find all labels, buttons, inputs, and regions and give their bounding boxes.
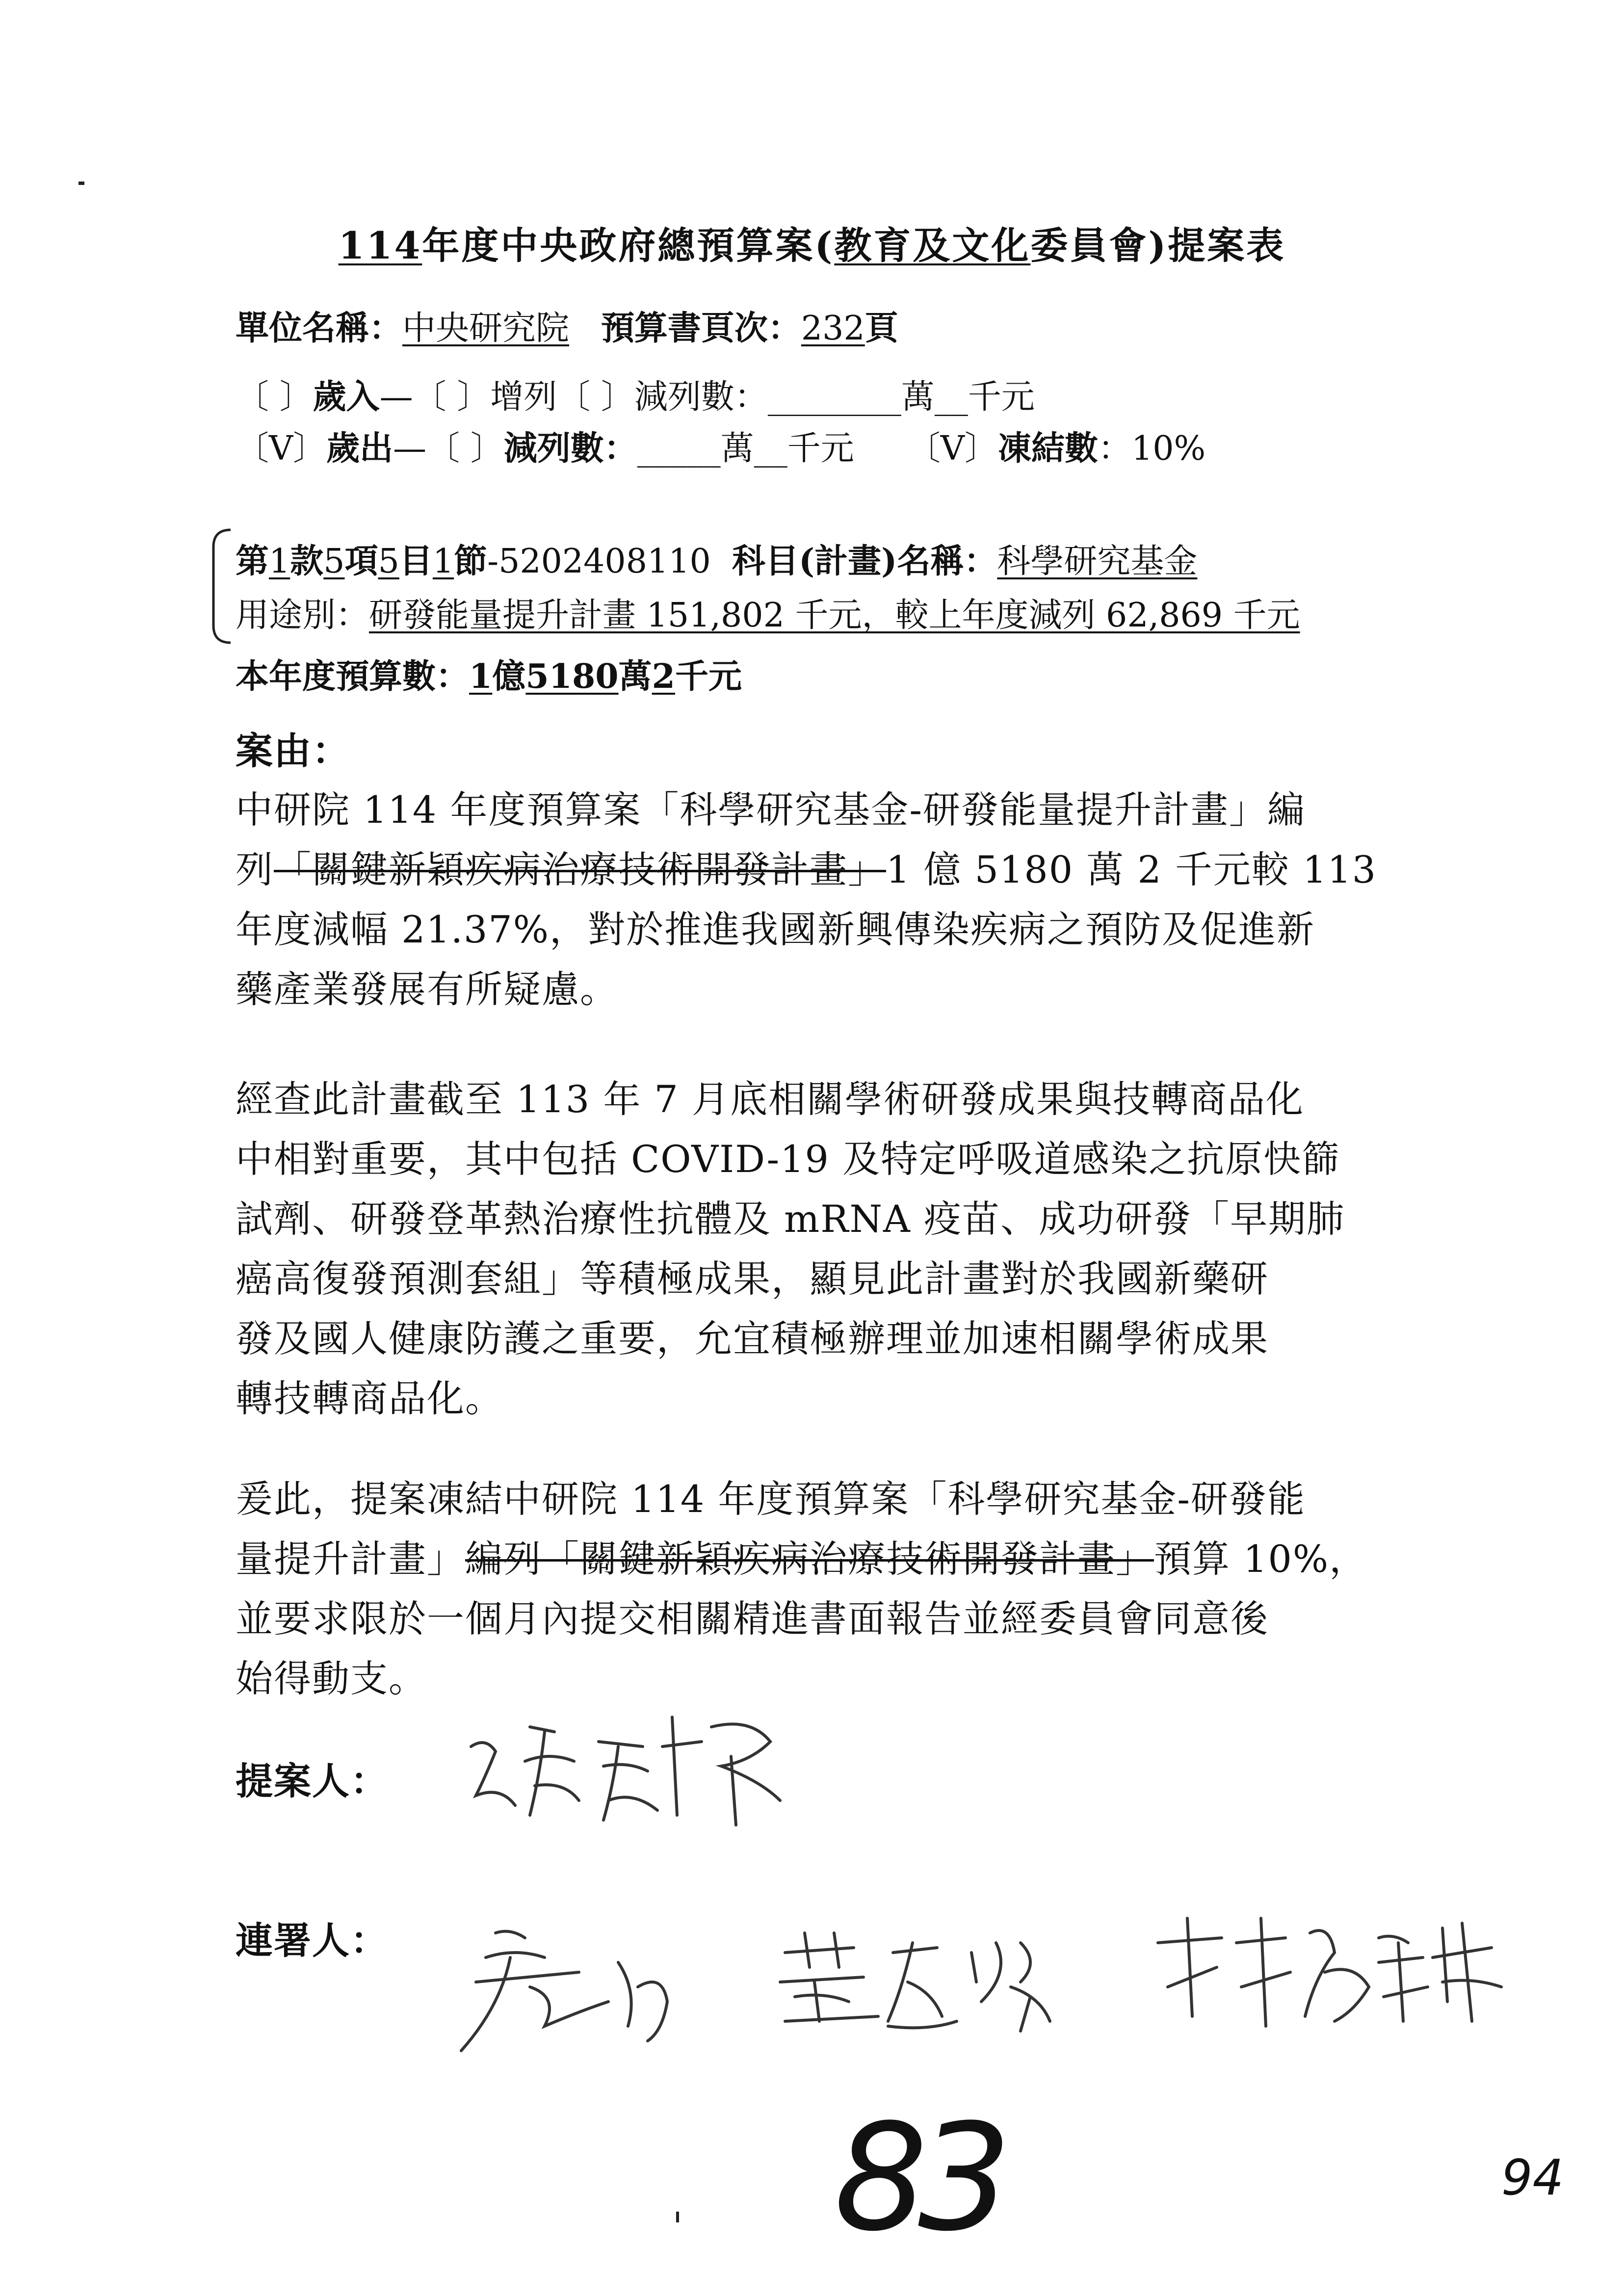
- title-committee: 教育及文化: [834, 224, 1031, 267]
- paragraph-1: [236, 780, 1377, 1019]
- expense-line: [236, 422, 1205, 470]
- cosigner-signature-1: [432, 1913, 726, 2070]
- budget-line: [236, 650, 742, 698]
- reason-label: 案由：: [236, 729, 350, 773]
- proposer-label: 提案人：: [236, 1759, 389, 1803]
- budget-yi: 億: [492, 657, 526, 696]
- para1-line4: 藥產業發展有所疑慮。: [236, 967, 618, 1011]
- budget-wan: 萬: [618, 657, 652, 696]
- usage-label: 用途別：: [236, 596, 369, 635]
- para3-line2-a: 量提升計畫」: [236, 1537, 465, 1581]
- page-number: 94: [1501, 2149, 1564, 2206]
- item-jie-label: 節: [454, 542, 488, 581]
- expense-checkbox: 〔V〕: [236, 429, 327, 468]
- usage-text: 研發能量提升計畫 151,802 千元，較上年度減列 62,869 千元: [369, 596, 1300, 635]
- para1-struck: 「關鍵新穎疾病治療技術開發計畫」: [274, 848, 886, 891]
- scan-mark: [676, 2212, 679, 2222]
- revenue-options: —〔 〕增列〔 〕減列數：: [379, 378, 768, 417]
- unit-label: 單位名稱：: [236, 309, 403, 348]
- revenue-line: [236, 370, 1035, 418]
- para3-line1: 爰此，提案凍結中研院 114 年度預算案「科學研究基金-研發能: [236, 1477, 1306, 1521]
- revenue-qianyuan: 千元: [968, 378, 1035, 417]
- usage-line: [236, 589, 1300, 636]
- item-jie-value: 1: [432, 542, 454, 581]
- cosigner-signature-2: [765, 1923, 1079, 2041]
- revenue-wan: 萬: [901, 378, 935, 417]
- para3-struck: 編列「關鍵新穎疾病治療技術開發計畫」: [465, 1537, 1154, 1581]
- para1-line3: 年度減幅 21.37%，對於推進我國新興傳染疾病之預防及促進新: [236, 908, 1315, 951]
- handwritten-number: 83: [834, 2092, 1002, 2264]
- para3-line4: 始得動支。: [236, 1657, 427, 1700]
- freeze-checkbox: 〔V〕: [907, 429, 998, 468]
- para2-line1: 經查此計畫截至 113 年 7 月底相關學術研發成果與技轉商品化: [236, 1077, 1305, 1121]
- expense-blank: _____: [637, 429, 721, 468]
- budget-yi-value: 1: [469, 657, 493, 696]
- para1-line2-b: 1 億 5180 萬 2 千元較 113: [886, 848, 1377, 891]
- item-code: -5202408110: [487, 542, 711, 581]
- page-label: 預算書頁次：: [601, 309, 801, 348]
- revenue-blank2: __: [934, 378, 968, 417]
- para3-line2: [236, 1529, 1367, 1589]
- budget-qianyuan: 千元: [675, 657, 742, 696]
- bracket: [206, 527, 236, 645]
- revenue-label: 歲入: [313, 377, 380, 417]
- unit-line: [236, 302, 898, 349]
- expense-label: 歲出: [326, 429, 393, 468]
- item-kuan-prefix: 第: [236, 542, 269, 581]
- subject-label: 科目(計畫)名稱：: [732, 542, 997, 581]
- expense-reduce-checkbox: —〔 〕: [393, 429, 504, 468]
- unit-name: 中央研究院: [402, 309, 570, 348]
- proposer-signature: [456, 1688, 829, 1835]
- freeze-label: 凍結數: [997, 429, 1098, 468]
- para2-line2: 中相對重要，其中包括 COVID-19 及特定呼吸道感染之抗原快篩: [236, 1137, 1340, 1181]
- para2-line4: 癌高復發預測套組」等積極成果，顯見此計畫對於我國新藥研: [236, 1257, 1269, 1301]
- budget-label: 本年度預算數：: [236, 657, 470, 696]
- para3-line2-b: 預算 10%，: [1154, 1537, 1368, 1581]
- para1-line2: [236, 840, 1377, 900]
- cosigner-label: 連署人：: [236, 1919, 389, 1962]
- expense-qianyuan: 千元: [787, 429, 854, 468]
- scan-mark: [79, 182, 84, 185]
- paragraph-2: [236, 1070, 1345, 1429]
- para2-line5: 發及國人健康防護之重要，允宜積極辦理並加速相關學術成果: [236, 1317, 1269, 1360]
- cosigner-signature-3: [1148, 1904, 1521, 2041]
- title-pre: 年度中央政府總預算案(: [422, 224, 835, 267]
- expense-wan: 萬: [720, 429, 754, 468]
- budget-wan-value: 5180: [525, 657, 619, 696]
- item-xiang-label: 項: [344, 542, 378, 581]
- para2-line6: 轉技轉商品化。: [236, 1377, 503, 1420]
- revenue-checkbox: 〔 〕: [236, 378, 313, 417]
- revenue-blank: ________: [767, 378, 901, 417]
- expense-blank2: __: [754, 429, 787, 468]
- page-ref: 232: [801, 309, 865, 348]
- freeze-value: ：10%: [1098, 429, 1206, 468]
- subject-name: 科學研究基金: [997, 542, 1198, 581]
- para1-line1: 中研院 114 年度預算案「科學研究基金-研發能量提升計畫」編: [236, 788, 1306, 832]
- form-title: [0, 216, 1624, 269]
- page-unit: 頁: [864, 309, 898, 348]
- item-mu-label: 目: [399, 542, 433, 581]
- item-xiang-value: 5: [323, 542, 345, 581]
- expense-reduce-label: 減列數：: [503, 429, 637, 468]
- title-post: 委員會)提案表: [1030, 224, 1286, 267]
- item-kuan-value: 1: [269, 542, 290, 581]
- para2-line3: 試劑、研發登革熱治療性抗體及 mRNA 疫苗、成功研發「早期肺: [236, 1197, 1345, 1241]
- title-year: 114: [338, 224, 422, 267]
- item-line: [236, 535, 1197, 582]
- budget-qian-value: 2: [652, 657, 675, 696]
- item-kuan-label: 款: [290, 542, 324, 581]
- para3-line3: 並要求限於一個月內提交相關精進書面報告並經委員會同意後: [236, 1597, 1269, 1641]
- item-mu-value: 5: [378, 542, 399, 581]
- para1-line2-a: 列: [236, 848, 274, 891]
- paragraph-3: [236, 1469, 1367, 1709]
